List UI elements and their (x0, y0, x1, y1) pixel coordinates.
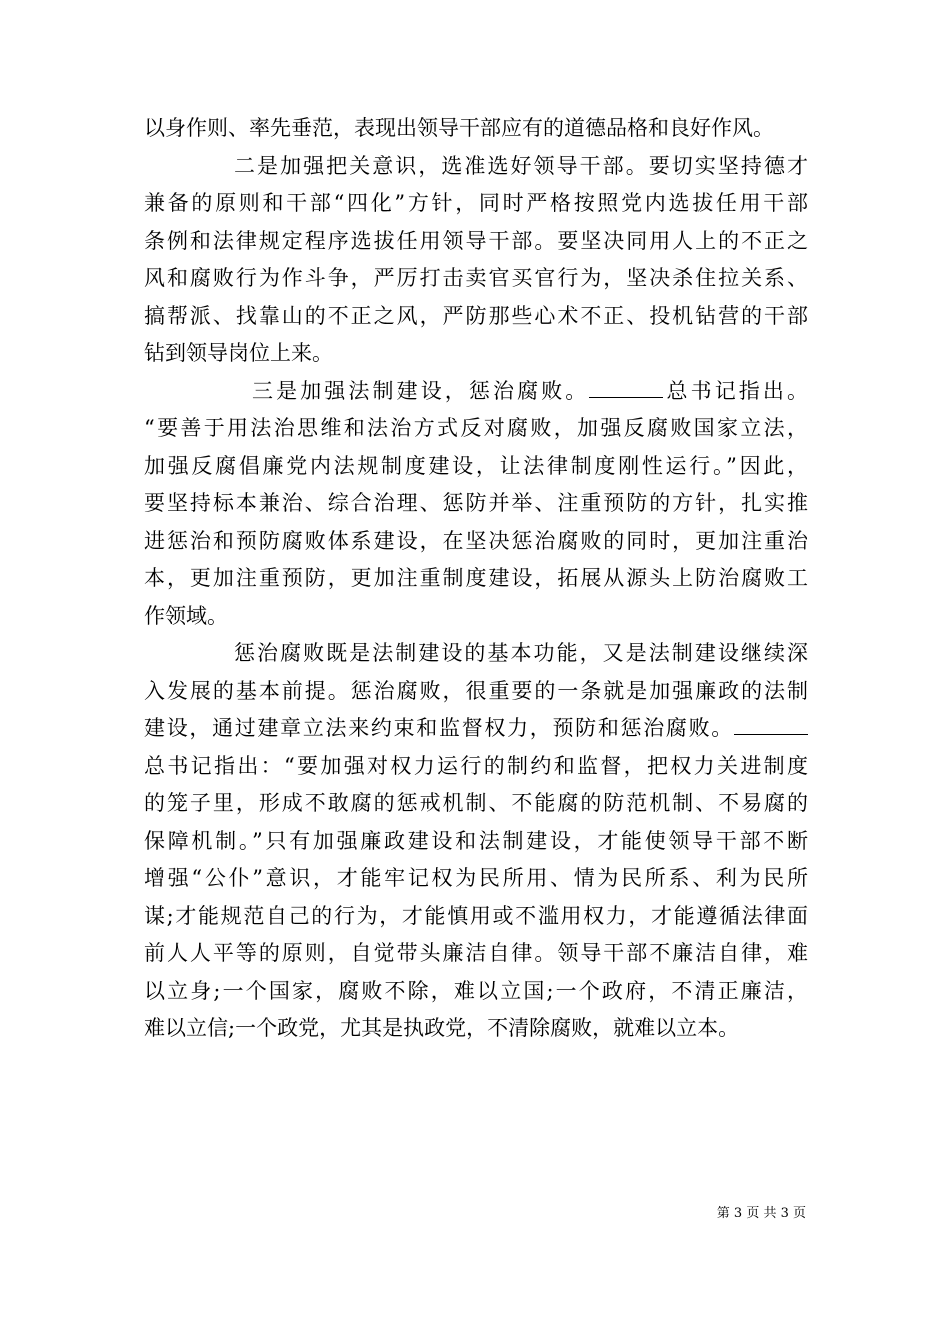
paragraph-line: 要坚持标本兼治、综合治理、惩防并举、注重预防的方针，扎实推 (144, 491, 808, 515)
paragraph-line: 兼备的原则和干部“四化”方针，同时严格按照党内选拔任用干部 (144, 191, 808, 215)
paragraph-line: 条例和法律规定程序选拔任用领导干部。要坚决同用人上的不正之 (144, 228, 808, 253)
paragraph-text: 建设，通过建章立法来约束和监督权力，预防和惩治腐败。 (144, 716, 734, 740)
paragraph-line: 入发展的基本前提。惩治腐败，很重要的一条就是加强廉政的法制 (144, 678, 808, 703)
paragraph-line: 保障机制。”只有加强廉政建设和法制建设，才能使领导干部不断 (144, 828, 808, 853)
paragraph-line: 加强反腐倡廉党内法规制度建设，让法律制度刚性运行。”因此， (144, 453, 808, 478)
paragraph-line: 难以立信;一个政党，尤其是执政党，不清除腐败，就难以立本。 (144, 1016, 740, 1040)
paragraph-line: 钻到领导岗位上来。 (144, 341, 333, 365)
paragraph-line: 进惩治和预防腐败体系建设，在坚决惩治腐败的同时，更加注重治 (144, 528, 808, 553)
paragraph-line: 惩治腐败既是法制建设的基本功能，又是法制建设继续深 (234, 641, 808, 665)
document-body (144, 110, 808, 1048)
page-number: 第 3 页 共 3 页 (716, 1206, 806, 1221)
paragraph-line: 的笼子里，形成不敢腐的惩戒机制、不能腐的防范机制、不易腐的 (144, 791, 808, 815)
paragraph-line-with-blank (144, 373, 808, 411)
name-blank (589, 377, 663, 398)
paragraph-line: 风和腐败行为作斗争，严厉打击卖官买官行为，坚决杀住拉关系、 (144, 266, 808, 290)
paragraph-line: 谋;才能规范自己的行为，才能慎用或不滥用权力，才能遵循法律面 (144, 903, 808, 928)
paragraph-text: 三是加强法制建设，惩治腐败。 (252, 378, 590, 403)
paragraph-line: “要善于用法治思维和法治方式反对腐败，加强反腐败国家立法， (144, 416, 808, 440)
paragraph-line: 作领域。 (144, 603, 228, 628)
paragraph-line: 以立身;一个国家，腐败不除，难以立国;一个政府，不清正廉洁， (144, 978, 808, 1003)
paragraph-line: 本，更加注重预防，更加注重制度建设，拓展从源头上防治腐败工 (144, 566, 808, 590)
paragraph-line: 总书记指出：“要加强对权力运行的制约和监督，把权力关进制度 (144, 753, 808, 778)
paragraph-line: 搞帮派、找靠山的不正之风，严防那些心术不正、投机钻营的干部 (144, 303, 808, 328)
paragraph-line: 增强“公仆”意识，才能牢记权为民所用、情为民所系、利为民所 (144, 866, 808, 890)
paragraph-line: 二是加强把关意识，选准选好领导干部。要切实坚持德才 (234, 153, 808, 178)
name-blank (734, 714, 808, 735)
paragraph-line-with-blank (144, 710, 808, 748)
paragraph-line: 以身作则、率先垂范，表现出领导干部应有的道德品格和良好作风。 (144, 116, 774, 140)
paragraph-line: 前人人平等的原则，自觉带头廉洁自律。领导干部不廉洁自律，难 (144, 941, 808, 965)
paragraph-text: 总书记指出。 (663, 378, 809, 403)
